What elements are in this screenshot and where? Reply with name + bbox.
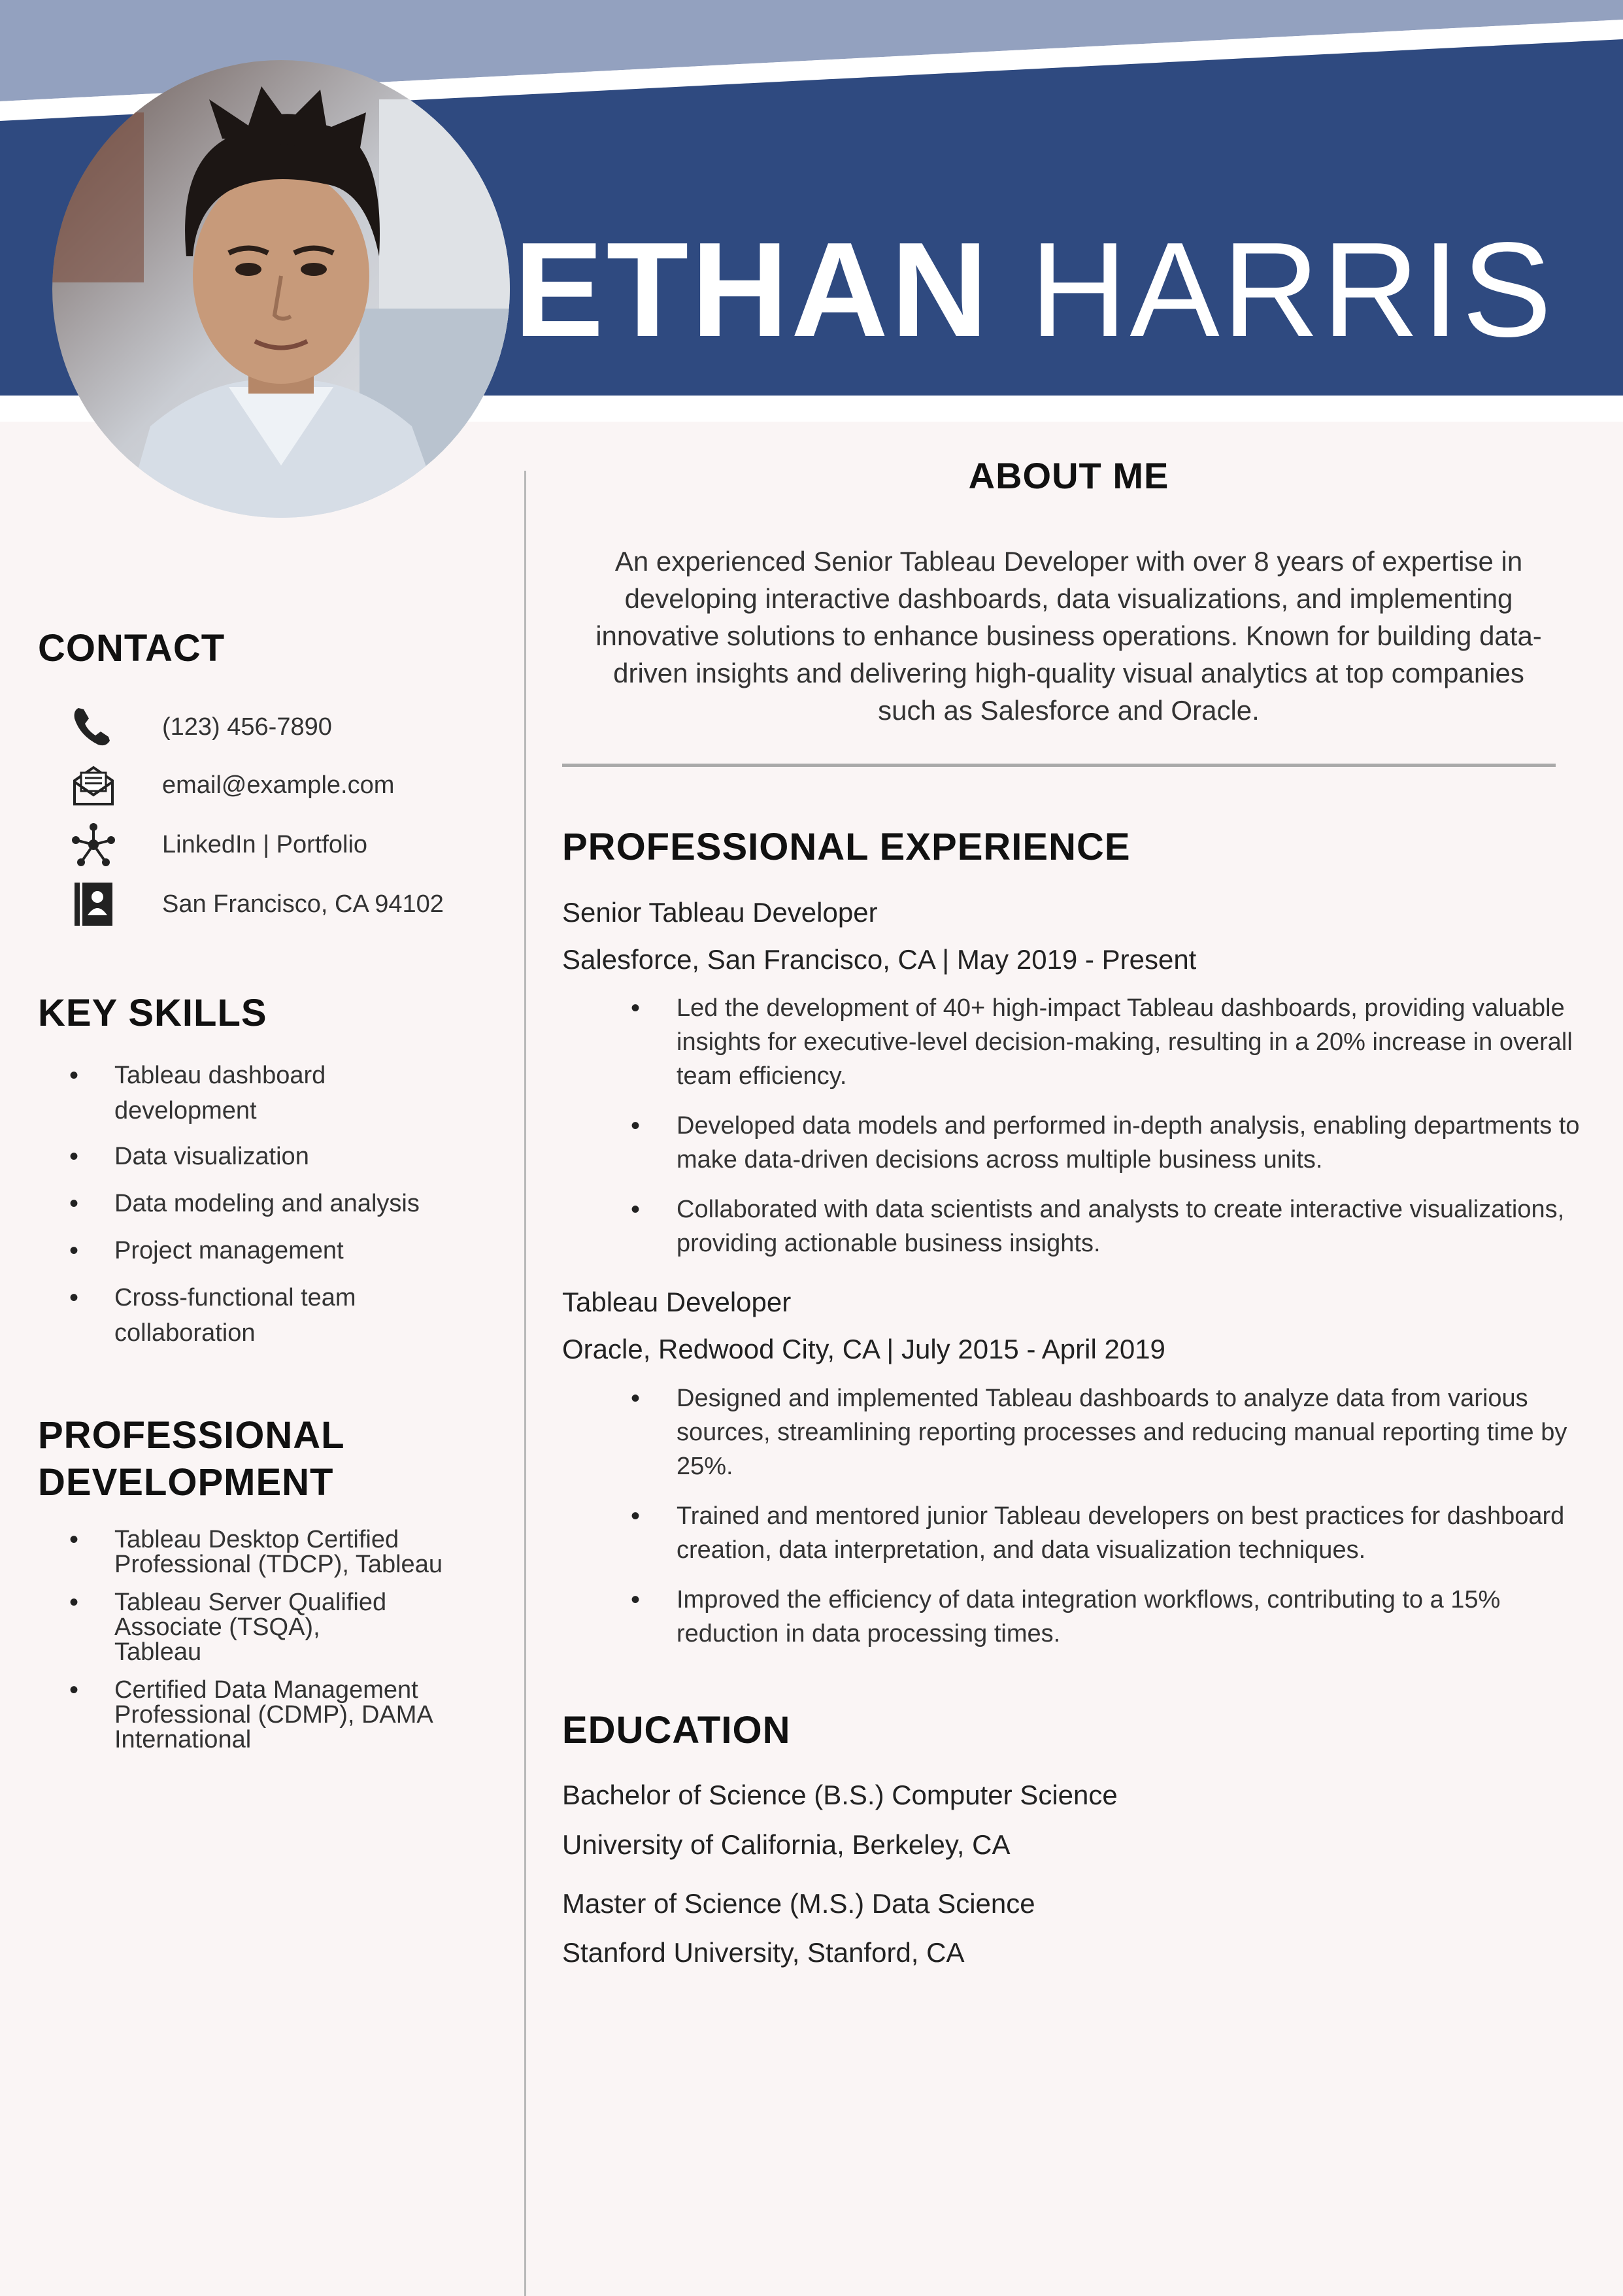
- about-line: developing interactive dashboards, data visualizations, and implementing: [624, 583, 1513, 614]
- job-company: Oracle, Redwood City, CA | July 2015 - April 2019: [562, 1334, 1165, 1364]
- job-role: Senior Tableau Developer: [562, 897, 878, 928]
- about-line: driven insights and delivering high-quality visual analytics at top companies: [613, 658, 1524, 688]
- skills-list: [38, 1058, 456, 1351]
- envelope-icon: [38, 762, 129, 808]
- about-line: An experienced Senior Tableau Developer with over 8 years of expertise in: [614, 546, 1523, 577]
- job-role: Tableau Developer: [562, 1287, 792, 1317]
- contact-phone: [38, 704, 332, 750]
- list-item: • Developed data models and performed in-depth analysis, enabling departments to make data-driven decisions across multiple business units.: [562, 1109, 1582, 1177]
- list-item: • Project management: [38, 1233, 456, 1268]
- about-heading: ABOUT ME: [968, 455, 1169, 496]
- contact-email-text: email@example.com: [162, 771, 395, 799]
- experience-heading: PROFESSIONAL EXPERIENCE: [562, 826, 1131, 868]
- contact-heading: CONTACT: [38, 627, 226, 669]
- development-list: [38, 1527, 456, 1752]
- about-divider: [562, 764, 1556, 767]
- contact-email: [38, 762, 394, 808]
- contact-address-text: San Francisco, CA 94102: [162, 890, 444, 918]
- job-bullets: [562, 1381, 1582, 1666]
- last-name: HARRIS: [1029, 214, 1554, 365]
- list-item: • Designed and implemented Tableau dashboards to analyze data from various sources, streamlining reporting processes and reducing manual reporting time by 25%.: [562, 1381, 1582, 1483]
- list-item: • Tableau dashboard development: [38, 1058, 456, 1128]
- list-item: • Data visualization: [38, 1139, 456, 1174]
- contact-address: [38, 881, 444, 927]
- list-item: • Data modeling and analysis: [38, 1186, 456, 1221]
- education-degree: Master of Science (M.S.) Data Science: [562, 1888, 1035, 1919]
- education-degree: Bachelor of Science (B.S.) Computer Science: [562, 1780, 1118, 1810]
- about-text: [562, 543, 1575, 729]
- list-item: • Certified Data Management Professional (CDMP), DAMA International: [38, 1678, 441, 1752]
- first-name: ETHAN: [514, 214, 991, 365]
- development-heading-line1: PROFESSIONAL: [38, 1414, 345, 1457]
- list-item: • Cross-functional team collaboration: [38, 1280, 389, 1351]
- column-divider: [524, 471, 526, 2296]
- contact-links-text: LinkedIn | Portfolio: [162, 830, 368, 858]
- education-heading: EDUCATION: [562, 1709, 791, 1751]
- list-item: • Improved the efficiency of data integration workflows, contributing to a 15% reduction in data processing times.: [562, 1583, 1582, 1651]
- education-school: Stanford University, Stanford, CA: [562, 1937, 965, 1968]
- network-icon: [38, 822, 129, 868]
- candidate-name: [514, 214, 1554, 365]
- about-line: innovative solutions to enhance business operations. Known for building data-: [595, 620, 1542, 651]
- phone-icon: [38, 704, 129, 750]
- development-heading: [38, 1412, 345, 1506]
- job-company: Salesforce, San Francisco, CA | May 2019 - Present: [562, 944, 1197, 975]
- contact-phone-text: (123) 456-7890: [162, 713, 332, 741]
- about-line: such as Salesforce and Oracle.: [878, 695, 1260, 726]
- skills-heading: KEY SKILLS: [38, 992, 267, 1034]
- education-school: University of California, Berkeley, CA: [562, 1829, 1011, 1860]
- list-item: • Collaborated with data scientists and analysts to create interactive visualizations, providing actionable business insights.: [562, 1192, 1582, 1260]
- job-bullets: [562, 991, 1582, 1276]
- list-item: • Tableau Desktop Certified Professional (TDCP), Tableau: [38, 1527, 456, 1577]
- contact-links: [38, 822, 367, 868]
- development-heading-line2: DEVELOPMENT: [38, 1461, 334, 1504]
- list-item: • Led the development of 40+ high-impact Tableau dashboards, providing valuable insights for executive-level decision-making, resulting in a 20% increase in overall team efficiency.: [562, 991, 1582, 1093]
- address-book-icon: [38, 881, 129, 927]
- list-item: • Trained and mentored junior Tableau developers on best practices for dashboard creation, data interpretation, and data visualization techniques.: [562, 1499, 1582, 1567]
- list-item: • Tableau Server Qualified Associate (TSQA), Tableau: [38, 1590, 389, 1664]
- profile-photo: [52, 60, 510, 518]
